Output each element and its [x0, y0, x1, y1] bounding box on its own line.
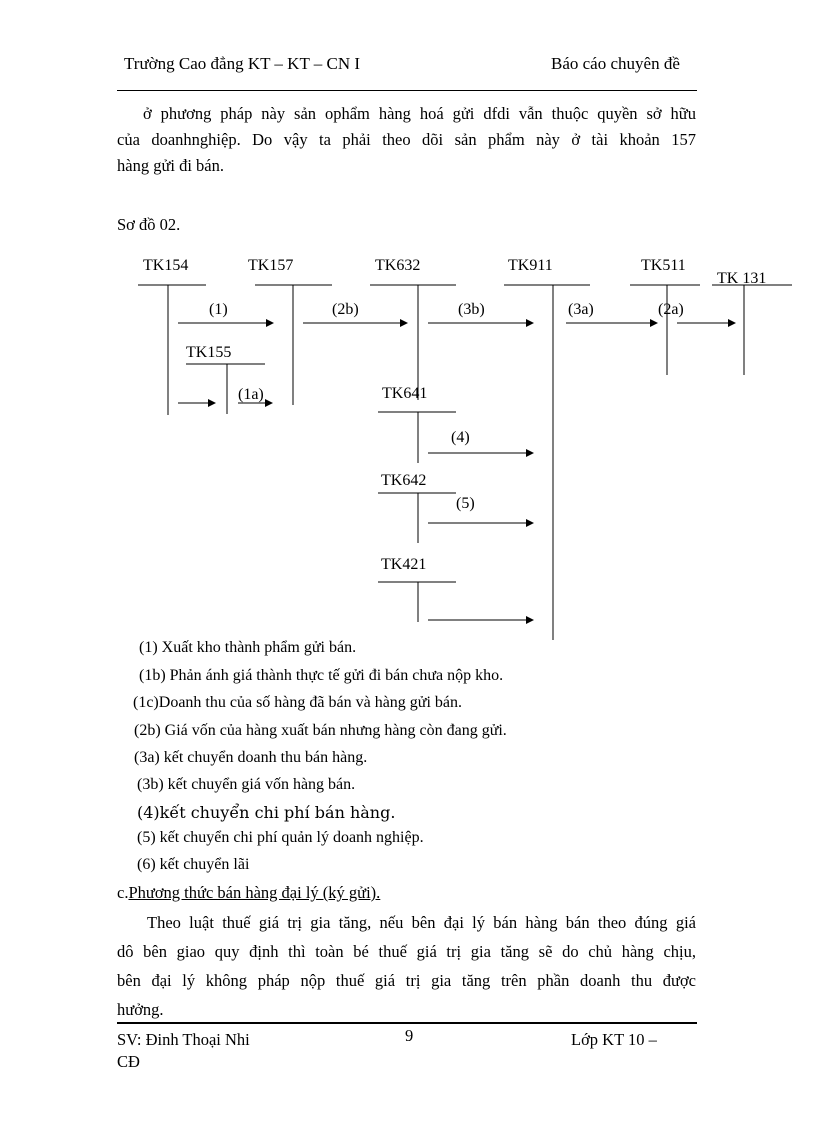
body-line-3: bên đại lý không pháp nộp thuế giá trị gia tăng trên phần doanh thu được [117, 971, 696, 990]
flow-label-3b: (3b) [458, 301, 485, 318]
label-tk632: TK632 [375, 257, 421, 274]
body-line-4: hưởng. [117, 1000, 164, 1019]
label-tk641: TK641 [382, 385, 428, 402]
label-tk911: TK911 [508, 257, 553, 274]
body-paragraph [117, 908, 696, 1024]
label-tk155: TK155 [186, 344, 232, 361]
flow-label-1: (1) [209, 301, 228, 318]
label-tk131: TK 131 [717, 270, 767, 287]
page-number: 9 [405, 1026, 414, 1045]
legend-item-4: (4)kết chuyển chi phí bán hàng. [137, 803, 396, 822]
label-tk642: TK642 [381, 472, 427, 489]
header-report-title: Báo cáo chuyên đề [551, 54, 680, 73]
legend-item-3a: (3a) kết chuyển doanh thu bán hàng. [134, 749, 368, 766]
intro-line-3: hàng gửi đi bán. [117, 156, 225, 175]
label-tk511: TK511 [641, 257, 686, 274]
flow-label-1a: (1a) [238, 386, 264, 403]
legend-item-1b: (1b) Phản ánh giá thành thực tế gửi đi bán chưa nộp kho. [139, 667, 504, 684]
footer-student: SV: Đinh Thoại Nhi [117, 1030, 250, 1049]
flow-label-2a: (2a) [658, 301, 684, 318]
flow-label-3a: (3a) [568, 301, 594, 318]
diagram-title: Sơ đồ 02. [117, 215, 181, 234]
intro-line-1: ở phương pháp này sản ophẩm hàng hoá gửi dfdi vẫn thuộc quyền sở hữu [143, 104, 696, 123]
footer-rule [117, 1022, 697, 1024]
header-school: Trường Cao đẳng KT – KT – CN I [124, 54, 361, 73]
section-prefix: c. [117, 883, 129, 902]
section-title: Phương thức bán hàng đại lý (ký gửi). [128, 883, 381, 902]
label-tk421: TK421 [381, 556, 427, 573]
legend-item-3b: (3b) kết chuyển giá vốn hàng bán. [137, 776, 356, 793]
legend-item-2b: (2b) Giá vốn của hàng xuất bán nhưng hàng còn đang gửi. [134, 722, 507, 739]
legend-item-5: (5) kết chuyển chi phí quản lý doanh nghiệp. [137, 829, 424, 846]
label-tk157: TK157 [248, 257, 294, 274]
label-tk154: TK154 [143, 257, 189, 274]
footer-class: Lớp KT 10 – [571, 1030, 657, 1049]
footer-student-cont: CĐ [117, 1052, 140, 1071]
body-line-1: Theo luật thuế giá trị gia tăng, nếu bên đại lý bán hàng bán theo đúng giá [147, 913, 696, 932]
body-line-2: dô bên giao quy định thì toàn bé thuế giá trị gia tăng sẽ do chủ hàng chịu, [117, 942, 696, 961]
flow-label-4: (4) [451, 429, 470, 446]
section-heading [117, 883, 380, 903]
legend-item-6: (6) kết chuyển lãi [137, 856, 250, 873]
intro-line-2: của doanhnghiệp. Do vậy ta phải theo dõi sản phẩm này ở tài khoản 157 [117, 130, 696, 149]
legend-item-1: (1) Xuất kho thành phẩm gửi bán. [139, 639, 357, 656]
flow-label-2b: (2b) [332, 301, 359, 318]
legend-item-1c: (1c)Doanh thu của số hàng đã bán và hàng gửi bán. [133, 694, 463, 711]
flow-label-5: (5) [456, 495, 475, 512]
